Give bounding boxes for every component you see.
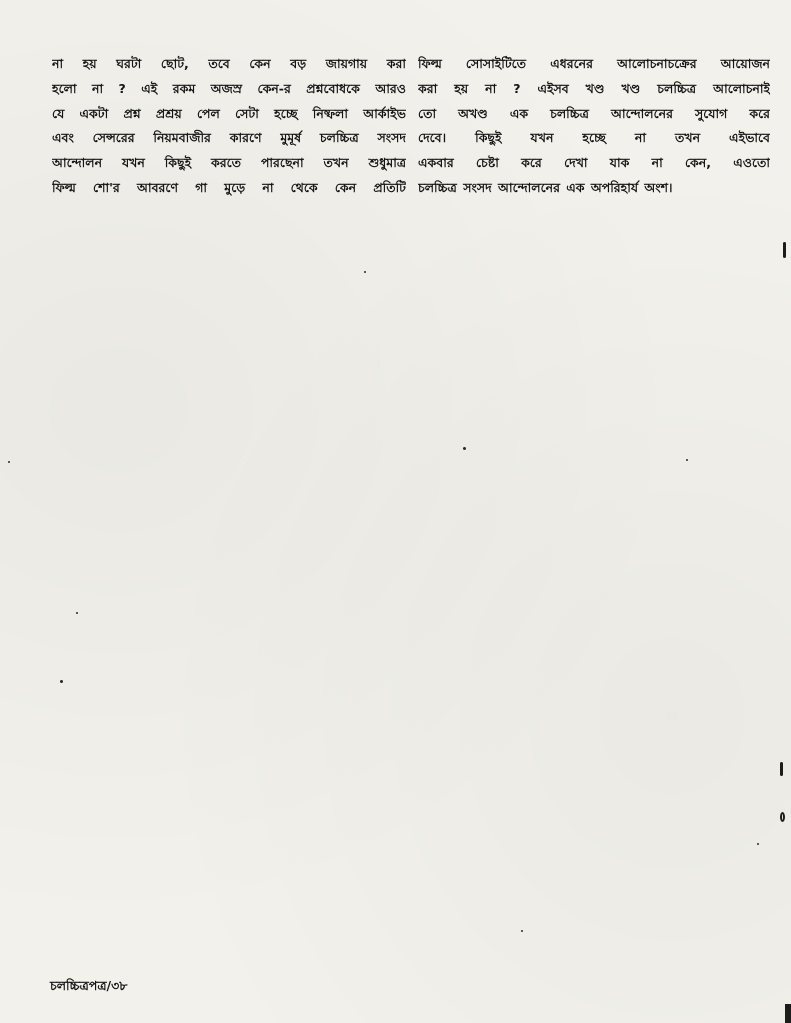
text-line: দেবে। কিছুই যখন হচ্ছে না তখন এইভাবে [418,130,770,146]
text-line: ফিল্ম সোসাইটিতে এধরনের আলোচনাচক্রের আয়োজন [418,56,770,71]
scan-speck [686,459,688,461]
scan-speck [757,843,759,845]
text-line: একবার চেষ্টা করে দেখা যাক না কেন, এওতো [418,155,770,171]
edge-mark [783,242,786,258]
page-footer-label: চলচ্চিত্রপত্র/৩৮ [50,978,128,993]
text-line: এবং সেন্সরের নিয়মবাজীর কারণে মুমূর্ষ চলচ্চিত্র সংসদ [52,130,406,146]
scan-speck [463,447,466,450]
text-line: যে একটা প্রশ্ন প্রশ্রয় পেল সেটা হচ্ছে নিষ্ফলা আর্কাইভ [52,105,406,121]
scan-speck [76,612,78,614]
text-line: হলো না ? এই রকম অজস্র কেন-র প্রশ্নবোধকে আরও [52,80,406,96]
text-line: করা হয় না ? এইসব খণ্ড খণ্ড চলচ্চিত্র আলোচনাই [418,80,770,96]
text-line: আন্দোলন যখন কিছুই করতে পারছেনা তখন শুধুমাত্র [52,155,406,171]
text-line: তো অখণ্ড এক চলচ্চিত্র আন্দোলনের সুযোগ করে [418,105,770,121]
edge-mark [785,1004,791,1023]
edge-mark [780,812,785,822]
text-line: চলচ্চিত্র সংসদ আন্দোলনের এক অপরিহার্য অংশ। [418,179,673,195]
right-text-column [418,52,770,201]
scan-speck [521,930,523,932]
scan-speck [364,271,366,273]
text-line: না হয় ঘরটা ছোট, তবে কেন বড় জায়গায় করা [52,56,406,71]
scan-speck [8,461,10,463]
scan-speck [60,680,63,683]
text-line: ফিল্ম শো'র আবরণে গা মুড়ে না থেকে কেন প্রতিটি [52,179,406,195]
left-text-column [52,52,406,201]
edge-mark [780,762,783,776]
